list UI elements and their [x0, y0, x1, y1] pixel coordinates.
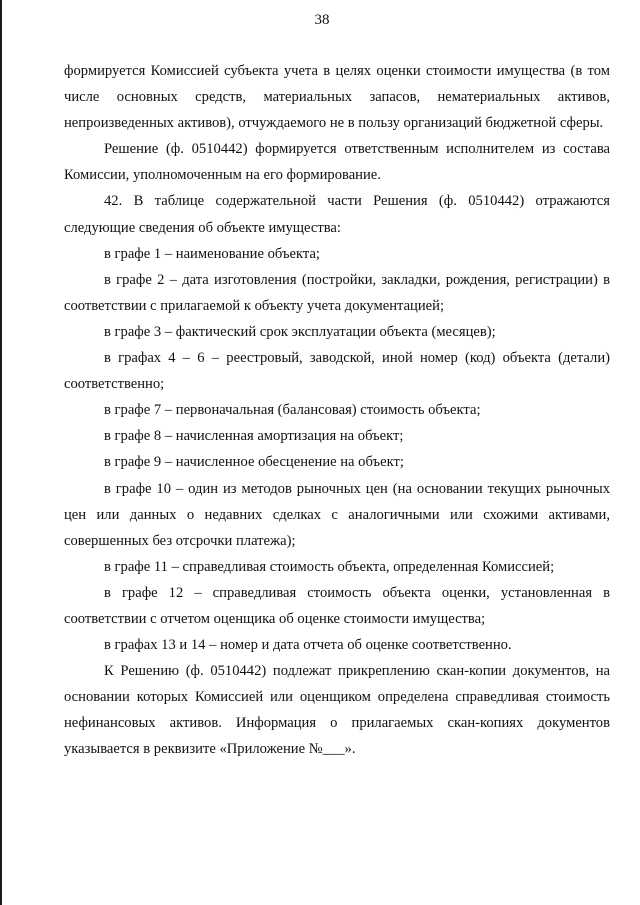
paragraph-continuation: формируется Комиссией субъекта учета в целях оценки стоимости имущества (в том числе основных средств, материальных запасов, нематериальных активов, непроизведенных активов), отчуждаемого не в пользу организаций бюджетной сферы.: [64, 63, 610, 132]
paragraph-decision-author: Решение (ф. 0510442) формируется ответственным исполнителем из состава Комиссии, уполномоченным на его формирование.: [64, 141, 610, 184]
paragraph-attachments: К Решению (ф. 0510442) подлежат прикреплению скан-копии документов, на основании которых Комиссией или оценщиком определена справедливая стоимость нефинансовых активов. Информация о прилагаемых скан-копиях документов указывается в реквизите «Приложение №___».: [64, 663, 610, 758]
paragraph-column-12: в графе 12 – справедливая стоимость объекта оценки, установленная в соответствии с отчетом оценщика об оценке стоимости имущества;: [64, 584, 610, 627]
paragraph-column-3: в графе 3 – фактический срок эксплуатации объекта (месяцев);: [104, 323, 496, 340]
paragraph-column-2: в графе 2 – дата изготовления (постройки, закладки, рождения, регистрации) в соответствии с прилагаемой к объекту учета документацией;: [64, 271, 610, 314]
paragraph-column-8: в графе 8 – начисленная амортизация на объект;: [104, 428, 404, 445]
paragraph-columns-4-6: в графах 4 – 6 – реестровый, заводской, иной номер (код) объекта (детали) соответственно;: [64, 350, 610, 393]
paragraph-column-11: в графе 11 – справедливая стоимость объекта, определенная Комиссией;: [104, 558, 555, 575]
paragraph-clause-42: 42. В таблице содержательной части Решения (ф. 0510442) отражаются следующие сведения об объекте имущества:: [64, 193, 610, 236]
paragraph-column-7: в графе 7 – первоначальная (балансовая) стоимость объекта;: [104, 402, 481, 419]
paragraph-column-1: в графе 1 – наименование объекта;: [104, 245, 320, 262]
paragraph-column-10: в графе 10 – один из методов рыночных цен (на основании текущих рыночных цен или данных о недавних сделках с аналогичными или схожими активами, совершенных без отсрочки платежа);: [64, 480, 610, 549]
paragraph-column-9: в графе 9 – начисленное обесценение на объект;: [104, 454, 404, 471]
page-number: 38: [314, 12, 330, 28]
document-body: [64, 58, 610, 763]
paragraph-columns-13-14: в графах 13 и 14 – номер и дата отчета об оценке соответственно.: [104, 637, 512, 654]
